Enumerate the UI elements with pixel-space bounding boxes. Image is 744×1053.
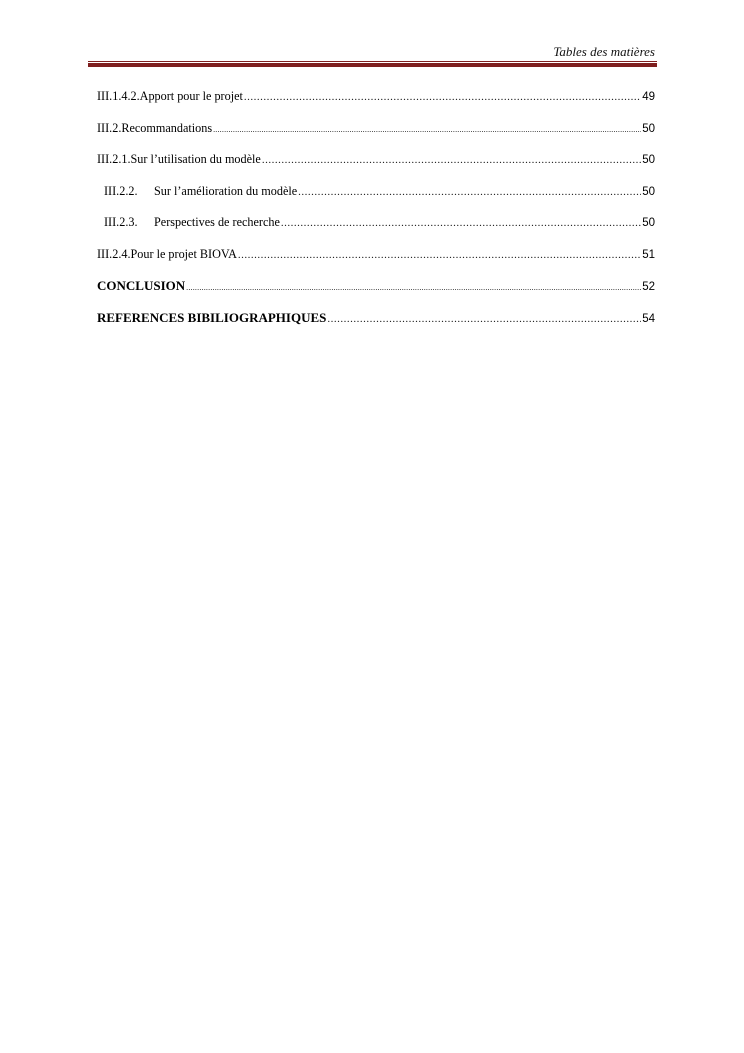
toc-entry-apport-projet[interactable] [97, 89, 655, 121]
toc-page-number: 50 [642, 154, 655, 166]
toc-page-number: 54 [642, 312, 655, 325]
header-rule-thin [88, 61, 657, 62]
toc-entry-utilisation-modele[interactable] [97, 152, 655, 184]
toc-entry-amelioration-modele[interactable] [97, 184, 655, 216]
toc-entry-label: REFERENCES BIBILIOGRAPHIQUES [97, 309, 327, 325]
toc-dot-leader [298, 186, 641, 198]
toc-dot-leader [281, 217, 641, 229]
toc-entry-title: Perspectives de recherche [154, 215, 280, 229]
toc-entry-label: III.2.1.Sur l’utilisation du modèle [97, 152, 261, 166]
toc-dot-leader [262, 154, 641, 166]
toc-page-number: 52 [642, 281, 655, 293]
toc-entry-label: III.2.Recommandations [97, 120, 213, 135]
toc-page-number: 49 [642, 91, 655, 103]
header-title: Tables des matières [553, 44, 655, 59]
header-rule [88, 63, 657, 67]
toc-entry-label [97, 184, 297, 199]
toc-entry-projet-biova[interactable] [97, 247, 655, 279]
toc-dot-leader [244, 91, 641, 103]
toc-entry-label: CONCLUSION [97, 278, 186, 293]
toc-page-number: 50 [642, 122, 655, 135]
toc-dot-leader [327, 313, 641, 325]
toc-entry-references[interactable] [97, 310, 655, 342]
toc-entry-number: III.2.3. [104, 215, 138, 229]
toc-page-number: 51 [642, 248, 655, 261]
toc-page-number: 50 [642, 217, 655, 229]
toc-dot-leader [238, 249, 641, 261]
toc-dot-leader [186, 283, 641, 292]
toc-page-number: 50 [642, 185, 655, 198]
table-of-contents [97, 89, 655, 341]
toc-entry-recommandations[interactable] [97, 121, 655, 153]
toc-dot-leader [213, 125, 641, 134]
toc-entry-label: III.1.4.2.Apport pour le projet [97, 89, 243, 103]
toc-entry-label [97, 215, 280, 230]
toc-entry-number: III.2.2. [104, 183, 138, 198]
toc-entry-title: Sur l’amélioration du modèle [154, 183, 298, 198]
toc-entry-perspectives-recherche[interactable] [97, 215, 655, 247]
toc-entry-conclusion[interactable] [97, 278, 655, 310]
toc-entry-label: III.2.4.Pour le projet BIOVA [97, 246, 237, 261]
